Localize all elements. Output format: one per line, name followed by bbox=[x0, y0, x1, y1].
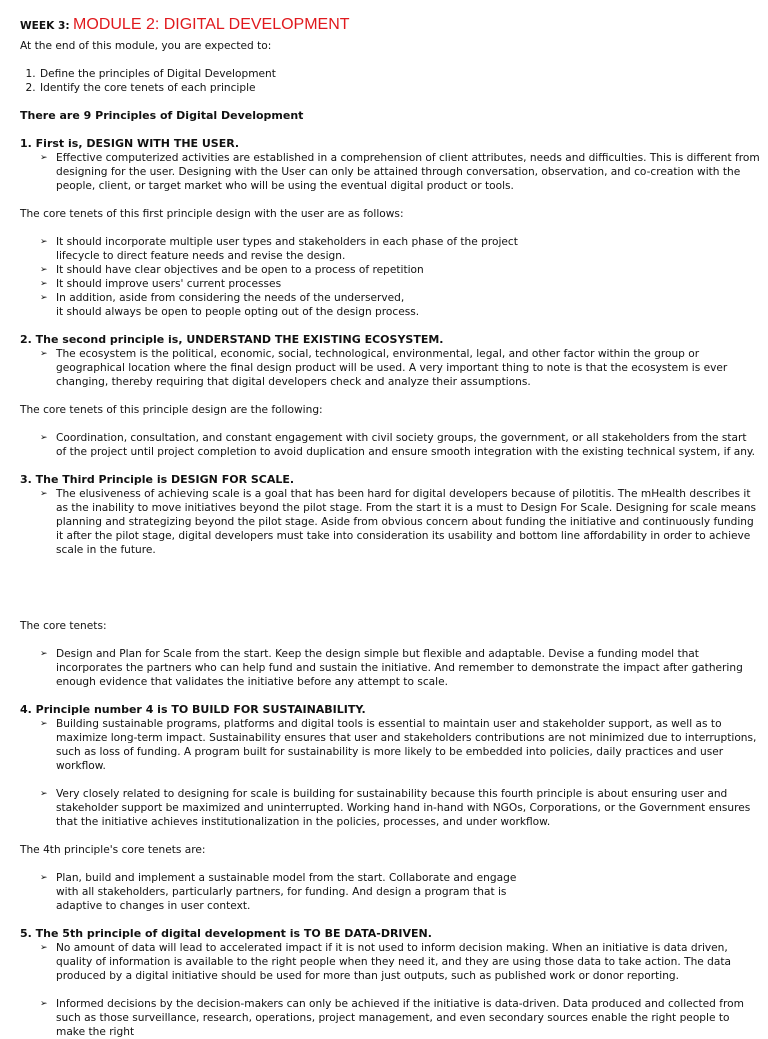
principle-1-tenets bbox=[20, 235, 760, 319]
principle-2-tenets-intro: The core tenets of this principle design are the following: bbox=[20, 404, 323, 416]
tenet-line: with all stakeholders, particularly partners, for funding. And design a program that is bbox=[56, 886, 507, 898]
principle-1-tenets-intro: The core tenets of this first principle design with the user are as follows: bbox=[20, 208, 404, 220]
principle-5-bullets-2 bbox=[20, 997, 760, 1039]
principle-4-bullets bbox=[20, 717, 760, 773]
bullet-item: ➢ Building sustainable programs, platforms and digital tools is essential to maintain user and stakeholder support, as well as to maximize long-term impact. Sustainability ensures that user and stakeholders contributions are not minimized due to interruptions, such as loss of funding. A program built for sustainability is more likely to be embedded into policies, daily practices and user workflow. bbox=[20, 717, 760, 773]
tenet-item bbox=[20, 277, 760, 291]
bullet-item: ➢ The ecosystem is the political, economic, social, technological, environmental, legal, and other factor within the group or geographical location where the final design product will be used. A very important thing to note is that the ecosystem is ever changing, thereby requiring that digital developers check and analyze their assumptions. bbox=[20, 347, 760, 389]
principle-5-bullets bbox=[20, 941, 760, 983]
bullet-item: ➢ The elusiveness of achieving scale is a goal that has been hard for digital developers because of pilotitis. The mHealth describes it as the inability to move initiatives beyond the pilot stage. From the start it is a must to Design For Scale. Designing for scale means planning and strategizing beyond the pilot stage. Aside from obvious concern about funding the initiative and continuously funding it after the pilot stage, digital developers must take into consideration its usability and bottom line affordability in order to achieve scale in the future. bbox=[20, 487, 760, 557]
tenet-line: adaptive to changes in user context. bbox=[56, 900, 251, 912]
tenet-line: Plan, build and implement a sustainable model from the start. Collaborate and engage bbox=[56, 872, 517, 884]
document-page bbox=[20, 14, 760, 1039]
arrow-bullet-icon: ➢ bbox=[40, 279, 48, 289]
objectives-list bbox=[20, 67, 760, 95]
arrow-bullet-icon: ➢ bbox=[40, 237, 48, 247]
principle-1-bullets bbox=[20, 151, 760, 193]
tenet-item bbox=[20, 235, 760, 263]
principle-2-heading: 2. The second principle is, UNDERSTAND THE EXISTING ECOSYSTEM. bbox=[20, 333, 444, 346]
tenet-item bbox=[20, 263, 760, 277]
principle-2-tenets bbox=[20, 431, 760, 459]
bullet-item: ➢ Informed decisions by the decision-makers can only be achieved if the initiative is data-driven. Data produced and collected from such as those surveillance, research, operations, project management, and even secondary sources enable the right people to make the right bbox=[20, 997, 760, 1039]
principle-3-bullets bbox=[20, 487, 760, 557]
tenet-item: ➢ Design and Plan for Scale from the start. Keep the design simple but flexible and adaptable. Devise a funding model that incorporates the partners who can help fund and sustain the initiative. And remember to demonstrate the impact after gathering enough evidence that validates the initiative before any attempt to scale. bbox=[20, 647, 760, 689]
tenet-line: lifecycle to direct feature needs and revise the design. bbox=[56, 250, 346, 262]
objective-item: 2. Identify the core tenets of each principle bbox=[39, 81, 760, 95]
principle-3-heading: 3. The Third Principle is DESIGN FOR SCALE. bbox=[20, 473, 295, 486]
tenet-line: It should improve users' current processes bbox=[56, 278, 282, 290]
principle-1-heading: 1. First is, DESIGN WITH THE USER. bbox=[20, 137, 240, 150]
objective-item: 1. Define the principles of Digital Development bbox=[39, 67, 760, 81]
bullet-item: ➢ Effective computerized activities are established in a comprehension of client attributes, needs and difficulties. This is different from designing for the user. Designing with the User can only be attained through conversation, observation, and co-creation with the people, client, or target market who will be using the eventual digital product or tools. bbox=[20, 151, 760, 193]
principle-4-bullets-2 bbox=[20, 787, 760, 829]
intro-text: At the end of this module, you are expected to: bbox=[20, 40, 272, 52]
arrow-bullet-icon: ➢ bbox=[40, 265, 48, 275]
tenet-line: It should have clear objectives and be open to a process of repetition bbox=[56, 264, 424, 276]
tenet-line: In addition, aside from considering the needs of the underserved, bbox=[56, 292, 405, 304]
arrow-bullet-icon: ➢ bbox=[40, 293, 48, 303]
principle-5-heading: 5. The 5th principle of digital development is TO BE DATA-DRIVEN. bbox=[20, 927, 432, 940]
principle-3-tenets bbox=[20, 647, 760, 689]
week-label: WEEK 3: bbox=[20, 20, 70, 32]
tenet-item bbox=[20, 291, 760, 319]
arrow-bullet-icon: ➢ bbox=[40, 873, 48, 883]
bullet-item: ➢ No amount of data will lead to accelerated impact if it is not used to inform decision making. When an initiative is data driven, quality of information is available to the right people when they need it, and they are using those data to take action. The data produced by a digital initiative should be used for more than just outputs, such as published work or donor reporting. bbox=[20, 941, 760, 983]
module-title: MODULE 2: DIGITAL DEVELOPMENT bbox=[73, 16, 350, 33]
tenet-item: ➢ Coordination, consultation, and constant engagement with civil society groups, the government, or all stakeholders from the start of the project until project completion to avoid duplication and ensure smooth integration with the existing technical system, if any. bbox=[20, 431, 760, 459]
principle-4-heading: 4. Principle number 4 is TO BUILD FOR SUSTAINABILITY. bbox=[20, 703, 366, 716]
principle-4-tenet bbox=[20, 871, 760, 913]
tenet-line: it should always be open to people opting out of the design process. bbox=[56, 306, 420, 318]
principle-4-tenets-intro: The 4th principle's core tenets are: bbox=[20, 844, 206, 856]
principle-2-bullets bbox=[20, 347, 760, 389]
principle-3-tenets-intro: The core tenets: bbox=[20, 620, 107, 632]
document-title bbox=[20, 14, 760, 37]
bullet-item: ➢ Very closely related to designing for scale is building for sustainability because this fourth principle is about ensuring user and stakeholder support be maximized and uninterrupted. Working hand in-hand with NGOs, Corporations, or the Government ensures that the initiative achieves institutionalization in the policies, processes, and under workflow. bbox=[20, 787, 760, 829]
principles-count-heading: There are 9 Principles of Digital Development bbox=[20, 109, 304, 122]
tenet-line: It should incorporate multiple user types and stakeholders in each phase of the project bbox=[56, 236, 518, 248]
